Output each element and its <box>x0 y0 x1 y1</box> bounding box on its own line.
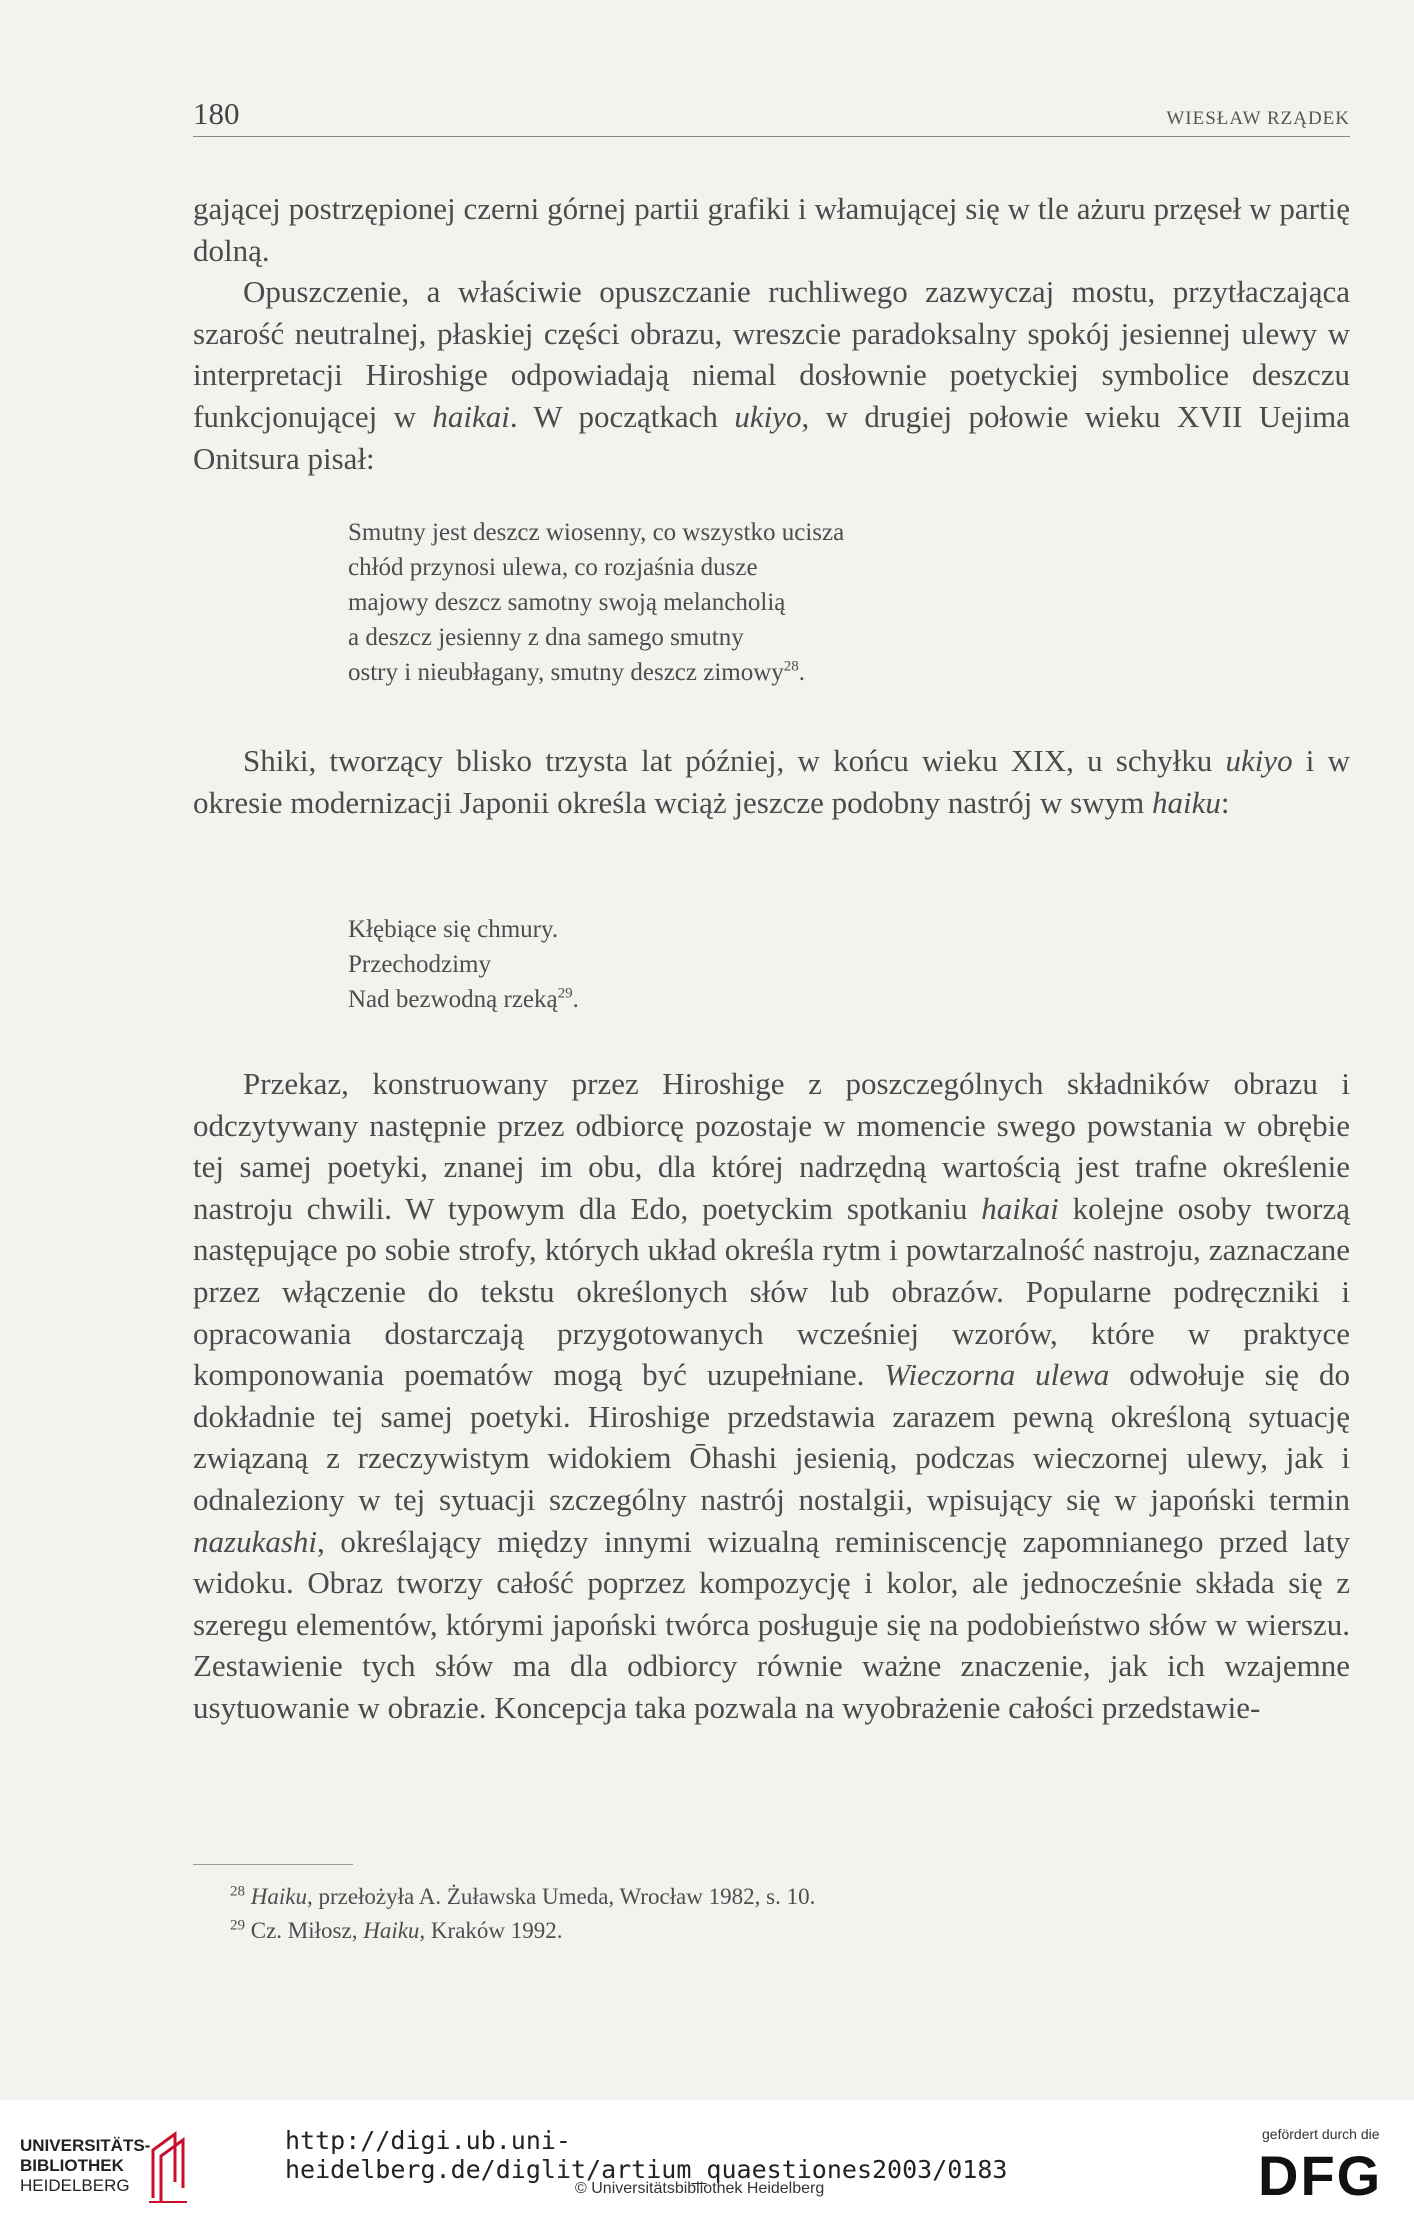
poem-line-text: Nad bezwodną rzeką <box>348 986 558 1013</box>
poem-end: . <box>798 659 806 686</box>
paragraph-4-text-a: Przekaz, konstruowany przez Hiroshige z poszczególnych składników obrazu i odczytywany następnie przez odbiorcę pozostaje w momencie swego powstania w obrębie tej samej poetyki, znanej im obu, dla której nadrzędną wartością jest trafne określenie nastroju chwili. W typowym dla Edo, poetyckim spotkaniu <box>193 1066 1350 1226</box>
paragraph-4-text-c: kolejne osoby tworzą następujące po sobie strofy, których układ określa rytm i powtarzalność nastroju, zaznaczane przez włączenie do tekstu określonych słów lub obrazów. Popularne podręczniki i opracowania dostarczają przygotowanych wcześniej wzorów, które w praktyce komponowania poematów mogą być uzupełniane. <box>193 1190 1350 1393</box>
footnote-author: Cz. Miłosz, <box>250 1918 364 1943</box>
library-logo-line: HEIDELBERG <box>20 2176 130 2195</box>
footnote-text: , przełożyła A. Żuławska Umeda, Wrocław 1982, s. 10. <box>306 1884 816 1909</box>
footnotes <box>230 1880 1330 1948</box>
poem-end: . <box>572 986 579 1013</box>
footnote-ref-28[interactable]: 28 <box>783 658 799 675</box>
copyright-notice: © Universitätsbibliothek Heidelberg <box>575 2180 825 2197</box>
footnote-number: 28 <box>230 1883 245 1900</box>
library-logo-line: UNIVERSITÄTS- <box>20 2136 151 2155</box>
poem-line <box>348 655 1248 690</box>
poem-onitsura <box>348 515 1248 690</box>
term-nazukashi: nazukashi <box>193 1523 317 1559</box>
term-ukiyo: ukiyo <box>1225 743 1293 778</box>
paragraph-2-text-a: Opuszczenie, a właściwie opuszczanie ruchliwego zazwyczaj mostu, przytłaczająca szarość neutralnej, płaskiej części obrazu, wreszcie paradoksalny spokój jesiennej ulewy w interpretacji Hiroshige odpowiadają niemal dosłownie poetyckiej symbolice deszczu funkcjonującej w <box>193 274 1350 434</box>
footnote-ref-29[interactable]: 29 <box>557 985 573 1002</box>
paragraph-3-text <box>193 740 1350 823</box>
paragraph-2-text-e: , w drugiej połowie wieku XVII Uejima Onitsura pisał: <box>193 398 1350 476</box>
running-head: WIESŁAW RZĄDEK <box>1166 108 1350 129</box>
poem-shiki <box>348 912 1248 1017</box>
poem-line: majowy deszcz samotny swoją melancholią <box>348 589 786 616</box>
paragraph-3-text-e: : <box>1220 784 1230 820</box>
library-emblem-icon <box>145 2128 191 2206</box>
footnote-number: 29 <box>230 1917 245 1934</box>
paragraph-2-text-c: . W początkach <box>509 398 735 434</box>
paragraph-4-text <box>193 1063 1350 1729</box>
paragraph-3 <box>193 740 1350 823</box>
poem-line: Smutny jest deszcz wiosenny, co wszystko ucisza <box>348 519 845 546</box>
term-haikai: haikai <box>981 1190 1059 1226</box>
paragraph-2 <box>193 271 1350 479</box>
poem-line: Kłębiące się chmury. <box>348 916 559 943</box>
footnote-28 <box>230 1880 1330 1914</box>
footnote-text: Kraków 1992. <box>425 1918 563 1943</box>
footnote-title: Haiku <box>250 1884 307 1909</box>
dfg-logo[interactable]: DFG <box>1258 2144 1383 2207</box>
permalink[interactable]: http://digi.ub.uni-heidelberg.de/diglit/artium_quaestiones2003/0183 <box>285 2126 1008 2184</box>
work-title: Wieczorna ulewa <box>884 1357 1110 1393</box>
term-haiku: haiku <box>1151 784 1221 820</box>
paragraph-1-text: gającej postrzępionej czerni górnej partii grafiki i włamującej się w tle ażuru przęseł w partię dolną. <box>193 191 1350 268</box>
footnote-title: Haiku, <box>363 1918 426 1943</box>
paragraph-3-text-c: i w okresie modernizacji Japonii określa wciąż jeszcze podobny nastrój w swym <box>193 743 1350 820</box>
page-header <box>193 96 1350 137</box>
paragraph-3-text-a: Shiki, tworzący blisko trzysta lat później, w końcu wieku XIX, u schyłku <box>243 743 1226 778</box>
library-logo-line: BIBLIOTHEK <box>20 2156 124 2175</box>
poem-line <box>348 982 1248 1017</box>
paragraph-4 <box>193 1063 1350 1729</box>
poem-line-text: ostry i nieubłagany, smutny deszcz zimowy <box>348 659 784 686</box>
paragraph-4-text-e: odwołuje się do dokładnie tej samej poetyki. Hiroshige przedstawia zarazem pewną określoną sytuację związaną z rzeczywistym widokiem Ōhashi jesienią, podczas wieczornej ulewy, jak i odnaleziony w tej sytuacji szczególny nastrój nostalgii, wpisujący się w japoński termin <box>193 1357 1350 1517</box>
page-number: 180 <box>193 96 240 131</box>
term-ukiyo: ukiyo <box>734 398 802 434</box>
term-haikai: haikai <box>432 398 510 434</box>
funding-label: gefördert durch die <box>1262 2126 1380 2142</box>
poem-line: chłód przynosi ulewa, co rozjaśnia dusze <box>348 554 758 581</box>
poem-line: Przechodzimy <box>348 951 492 978</box>
footnote-divider <box>193 1864 353 1865</box>
footnote-29 <box>230 1914 1330 1948</box>
paragraph-4-text-g: , określający między innymi wizualną reminiscencję zapomnianego przed laty widoku. Obraz tworzy całość poprzez kompozycję i kolor, ale jednocześnie składa się z szeregu elementów, którymi japoński twórca posługuje się na podobieństwo słów w wierszu. Zestawienie tych słów ma dla odbiorcy równie ważne znaczenie, jak ich wzajemne usytuowanie w obrazie. Koncepcja taka pozwala na wyobrażenie całości przedstawie- <box>193 1523 1350 1725</box>
paragraph-1 <box>193 188 1350 479</box>
poem-line: a deszcz jesienny z dna samego smutny <box>348 624 744 651</box>
